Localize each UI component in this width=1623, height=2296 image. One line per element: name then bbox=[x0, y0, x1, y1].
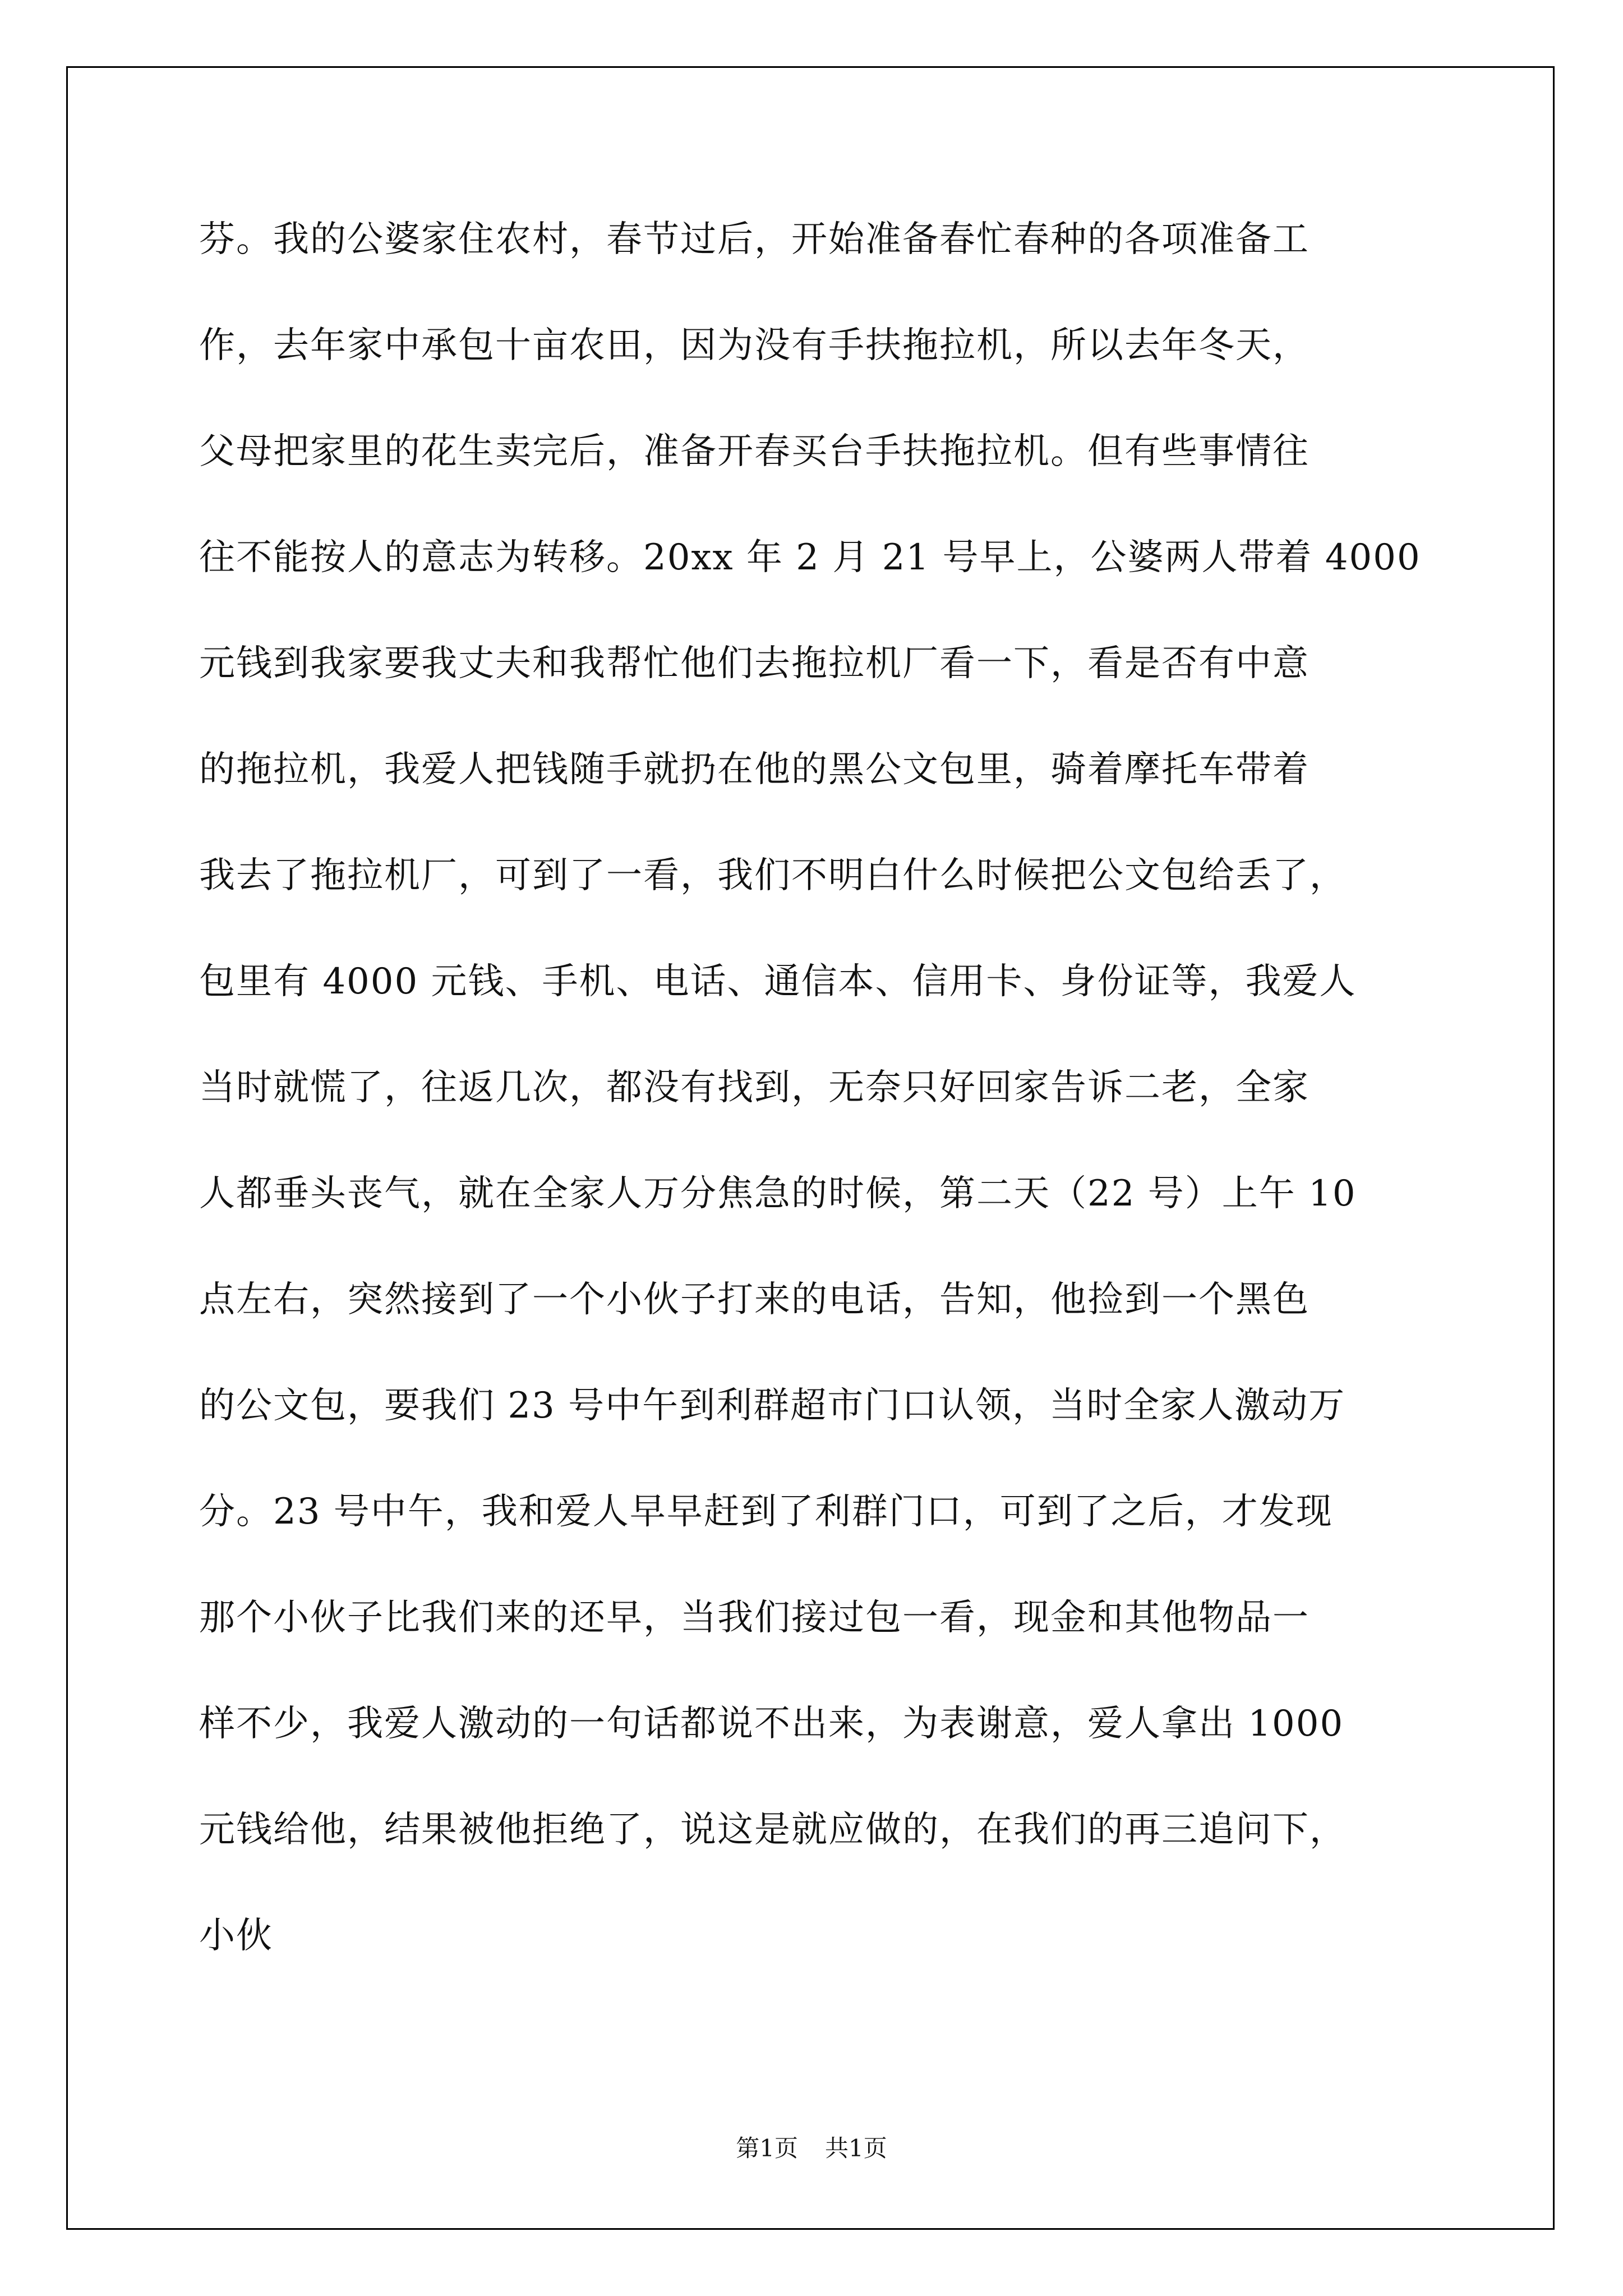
text-line: 我去了拖拉机厂，可到了一看，我们不明白什么时候把公文包给丢了， bbox=[199, 855, 1347, 896]
text-line: 样不少，我爱人激动的一句话都说不出来，为表谢意，爱人拿出 1000 bbox=[199, 1703, 1344, 1745]
text-line: 点左右，突然接到了一个小伙子打来的电话，告知，他捡到一个黑色 bbox=[199, 1279, 1310, 1320]
page-total: 共1页 bbox=[825, 2134, 887, 2162]
text-line: 的公文包，要我们 23 号中午到利群超市门口认领，当时全家人激动万 bbox=[199, 1385, 1346, 1427]
page-number: 第1页 bbox=[736, 2134, 798, 2162]
text-line: 那个小伙子比我们来的还早，当我们接过包一看，现金和其他物品一 bbox=[199, 1597, 1310, 1639]
document-body bbox=[199, 220, 1455, 2022]
text-line: 当时就慌了，往返几次，都没有找到，无奈只好回家告诉二老，全家 bbox=[199, 1067, 1310, 1108]
page-footer bbox=[0, 2130, 1623, 2164]
text-line: 作，去年家中承包十亩农田，因为没有手扶拖拉机，所以去年冬天， bbox=[199, 325, 1310, 366]
text-line: 包里有 4000 元钱、手机、电话、通信本、信用卡、身份证等，我爱人 bbox=[199, 961, 1357, 1002]
text-line: 元钱到我家要我丈夫和我帮忙他们去拖拉机厂看一下，看是否有中意 bbox=[199, 643, 1310, 684]
text-line: 往不能按人的意志为转移。20xx 年 2 月 21 号早上，公婆两人带着 4000 bbox=[199, 537, 1421, 578]
text-line: 人都垂头丧气，就在全家人万分焦急的时候，第二天（22 号）上午 10 bbox=[199, 1173, 1357, 1214]
text-line: 分。23 号中午，我和爱人早早赶到了利群门口，可到了之后，才发现 bbox=[199, 1491, 1333, 1533]
text-line: 父母把家里的花生卖完后，准备开春买台手扶拖拉机。但有些事情往 bbox=[199, 431, 1310, 472]
text-line: 的拖拉机，我爱人把钱随手就扔在他的黑公文包里，骑着摩托车带着 bbox=[199, 749, 1310, 790]
text-line: 芬。我的公婆家住农村，春节过后，开始准备春忙春种的各项准备工 bbox=[199, 219, 1310, 260]
text-line: 小伙 bbox=[199, 1915, 273, 1957]
text-line: 元钱给他，结果被他拒绝了，说这是就应做的，在我们的再三追问下， bbox=[199, 1809, 1347, 1851]
